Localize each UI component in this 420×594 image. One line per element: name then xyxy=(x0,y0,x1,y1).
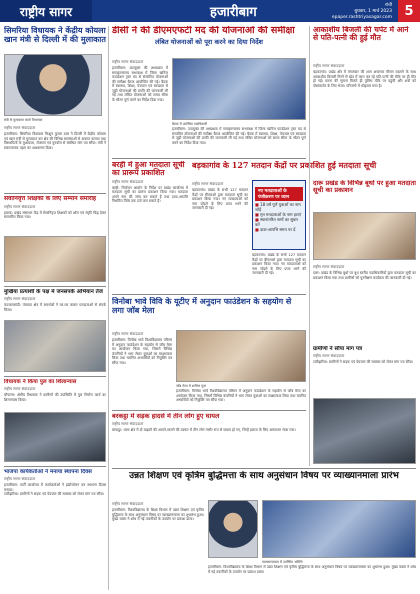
byline: राष्ट्रीय सागर संवाददाता xyxy=(112,501,144,506)
story-s6[interactable] xyxy=(112,297,306,327)
photo-caption: जॉब मेला में शामिल युवा xyxy=(176,384,206,388)
divider xyxy=(4,466,106,467)
body-text: बरही: निर्वाचन आयोग के निर्देश पर प्रखंड कार्यालय में मतदाता सूची का प्रारूप प्रकाशन किया गया। मतदाता अपने नाम की जांच कर सकते हैं तथा दावा-आपत्ति निर्धारित तिथि तक दर्ज करा सकते हैं। xyxy=(112,185,188,204)
body-text: हजारीबाग: उपायुक्त की अध्यक्षता में समाहरणालय सभाकक्ष में जिला खनिज फाउंडेशन ट्रस्ट मद से संचालित योजनाओं की समीक्षा बैठक आयोजित की गई। बैठक में स्वास्थ्य, शिक्षा, पेयजल एवं स्वच्छता से जुड़ी योजनाओं की प्रगति की जानकारी ली गई तथा लंबित योजनाओं को समय सीमा के भीतर पूर्ण करने का निर्देश दिया गया। xyxy=(172,127,306,145)
story-s14[interactable] xyxy=(313,346,416,396)
byline: राष्ट्रीय सागर संवाददाता xyxy=(4,296,36,302)
byline: राष्ट्रीय सागर संवाददाता xyxy=(313,63,345,68)
story-s12-body xyxy=(112,500,204,590)
story-right-top[interactable] xyxy=(313,26,416,60)
divider xyxy=(4,193,106,194)
lead-body-col2 xyxy=(172,127,306,155)
headline[interactable]: बरही में हुआ मतदाता सूची का प्रारूप प्रकाशित xyxy=(112,161,185,178)
story-right-top-body xyxy=(313,62,416,158)
headline[interactable]: ग्रामीणों ने सौंपा मांग पत्र xyxy=(313,346,363,352)
body-text: हजारीबाग: विश्वविद्यालय के शिक्षा विभाग में उन्नत शिक्षण एवं कृत्रिम बुद्धिमत्ता के साथ अनुसंधान विषय पर व्याख्यानमाला का शुभारंभ हुआ। मुख्य वक्ता ने शोध में नई तकनीकों के उपयोग पर प्रकाश डाला। xyxy=(208,565,416,574)
issue-date: बुधवार, 1 मार्च 2023 xyxy=(354,9,392,14)
headline[interactable]: सेवानिवृत्त शिक्षकों के लिए सम्मान समारोह xyxy=(4,196,97,202)
divider xyxy=(4,376,106,377)
brand-logo: राष्ट्रीय सागर xyxy=(0,0,92,22)
headline[interactable]: भाजपा कार्यकर्ताओं ने मनाया स्थापना दिवस xyxy=(4,469,92,475)
byline: राष्ट्रीय सागर संवाददाता xyxy=(192,181,224,186)
body-text: हजारीबाग: विश्वविद्यालय के शिक्षा विभाग में उन्नत शिक्षण एवं कृत्रिम बुद्धिमत्ता के साथ अनुसंधान विषय पर व्याख्यानमाला का शुभारंभ हुआ। मुख्य वक्ता ने शोध में नई तकनीकों के उपयोग पर प्रकाश डाला। xyxy=(112,508,204,521)
byline: राष्ट्रीय सागर संवाददाता xyxy=(4,476,36,482)
headline[interactable]: उन्नत शिक्षण एवं कृत्रिम बुद्धिमत्ता के साथ अनुसंधान विषय पर व्याख्यानमाला प्रारंभ xyxy=(129,471,399,481)
byline: राष्ट्रीय सागर संवाददाता xyxy=(4,125,36,130)
bullet-icon: ■ xyxy=(255,217,261,222)
photo-dmft-meeting xyxy=(172,58,306,120)
body-text: हजारीबाग: विनोबा भावे विश्वविद्यालय परिसर में अनुदान फाउंडेशन के सहयोग से जॉब मेला का आयोजन किया गया, जिसमें विभिन्न कंपनियों ने भाग लेकर युवाओं का साक्षात्कार लिया तथा चयनित अभ्यर्थियों को नियुक्ति पत्र सौंपा गया। xyxy=(112,338,172,365)
headline[interactable]: सिमरिया विधायक ने केंद्रीय कोयला खान मंत्री से दिल्ली में की मुलाकात xyxy=(4,26,106,44)
story-s7-body xyxy=(313,263,416,343)
info-item-text: 18 वर्ष पूर्ण युवाओं का नाम जोड़ें xyxy=(255,202,301,212)
byline: राष्ट्रीय सागर संवाददाता xyxy=(112,59,144,64)
byline: राष्ट्रीय सागर संवाददाता xyxy=(112,421,144,427)
story-s13[interactable] xyxy=(4,469,106,591)
info-item-text: स्थानांतरित नामों का सुधार करें xyxy=(255,217,299,227)
info-box-title: नए मतदाताओं के पंजीकरण पर ध्यान xyxy=(255,187,303,201)
headline[interactable]: बड़कागांव के 127 मतदान केंद्रों पर प्रकाशित हुई मतदाता सूची xyxy=(192,161,377,170)
body-text: टाटीझरिया: ग्रामीणों ने सड़क एवं पेयजल की समस्या को लेकर मांग पत्र सौंपा। xyxy=(313,360,414,365)
story-s6-body xyxy=(112,330,172,406)
story-s7[interactable] xyxy=(313,180,416,210)
byline: राष्ट्रीय सागर संवाददाता xyxy=(112,331,144,336)
photo-campaign xyxy=(4,320,106,372)
story-s6-body-2 xyxy=(176,389,306,407)
body-text: हजारीबाग: सिमरिया विधायक किशुन कुमार दास ने दिल्ली में केंद्रीय कोयला एवं खान मंत्री से मुलाकात कर क्षेत्र की विभिन्न समस्याओं से अवगत कराया तथा विस्थापितों के मुआवजा, रोजगार एवं पुनर्वास से संबंधित मांग पत्र सौंपा। मंत्री ने सकारात्मक पहल का आश्वासन दिया। xyxy=(4,132,106,150)
story-s5-body xyxy=(192,180,248,270)
headline[interactable]: बरकट्ठा में सड़क हादसे में तीन लोग हुए घायल xyxy=(112,413,220,420)
photo-foundation xyxy=(4,412,106,462)
divider xyxy=(4,286,106,287)
story-s12[interactable] xyxy=(112,471,416,497)
body-text: बड़कागांव: प्रखंड क्षेत्र में मंगलवार की शाम अचानक मौसम बदलने के साथ आकाशीय बिजली गिरने से खेत में काम कर रहे पति-पत्नी की मौके पर ही मौत हो गई। घटना की सूचना मिलते ही पुलिस मौके पर पहुंची और शवों को पोस्टमार्टम के लिए भेजा। परिजनों में कोहराम मचा है। xyxy=(313,70,416,88)
body-text: हजारीबाग: पार्टी कार्यालय में कार्यकर्ताओं ने झंडोत्तोलन कर स्थापना दिवस मनाया। xyxy=(4,483,106,492)
story-s4[interactable] xyxy=(112,161,188,291)
body-text: हजारीबाग: विनोबा भावे विश्वविद्यालय परिसर में अनुदान फाउंडेशन के सहयोग से जॉब मेला का आयोजन किया गया, जिसमें विभिन्न कंपनियों ने भाग लेकर युवाओं का साक्षात्कार लिया तथा चयनित अभ्यर्थियों को नियुक्ति पत्र सौंपा गया। xyxy=(176,389,306,402)
photo-booth-publication xyxy=(313,212,416,260)
byline: राष्ट्रीय सागर संवाददाता xyxy=(4,386,36,392)
body-text: कटकमसांडी: पंचायत क्षेत्र में समर्थकों ने घर-घर जाकर मतदाताओं से संपर्क किया। xyxy=(4,303,106,312)
issue-city: रांची xyxy=(384,3,392,8)
column-rule xyxy=(108,26,109,590)
bullet-icon: ■ xyxy=(255,202,261,207)
divider xyxy=(112,410,306,411)
headline[interactable]: आकाशीय बिजली की चपेट में आने से पति-पत्नी की हुई मौत xyxy=(313,26,409,43)
info-item xyxy=(255,217,303,227)
page-number: 5 xyxy=(398,0,420,22)
body-text: बड़कागांव: प्रखंड के सभी 127 मतदान केंद्रों पर बीएलओ द्वारा मतदाता सूची का प्रकाशन किया गया। नए मतदाताओं को नाम जोड़ने के लिए प्रपत्र भरने की जानकारी दी गई। xyxy=(252,253,306,275)
photo-speaker xyxy=(208,500,258,558)
photo-felicitation xyxy=(4,236,106,282)
lead-subhead: लंबित योजनाओं को पूरा करने का दिया निर्देश xyxy=(155,37,263,46)
headline[interactable]: मुखिया प्रत्याशी के पक्ष में जनसंपर्क अभियान तेज xyxy=(4,289,103,295)
info-item-text: मृत मतदाताओं के नाम हटाएं xyxy=(260,212,302,217)
info-item-text: दावा-आपत्ति समय पर दें xyxy=(260,227,296,232)
bullet-icon: ■ xyxy=(255,212,261,217)
byline: राष्ट्रीय सागर संवाददाता xyxy=(4,203,36,209)
story-s8[interactable] xyxy=(112,413,306,465)
info-item xyxy=(255,227,303,232)
byline: राष्ट्रीय सागर संवाददाता xyxy=(112,178,144,184)
headline[interactable]: विनोबा भावे विवि के यूटीए में अनुदान फाउंडेशन के सहयोग से लगा जॉब मेला xyxy=(112,297,292,315)
body-text: हजारीबाग: उपायुक्त की अध्यक्षता में समाहरणालय सभाकक्ष में जिला खनिज फाउंडेशन ट्रस्ट मद से संचालित योजनाओं की समीक्षा बैठक आयोजित की गई। बैठक में स्वास्थ्य, शिक्षा, पेयजल एवं स्वच्छता से जुड़ी योजनाओं की प्रगति की जानकारी ली गई तथा लंबित योजनाओं को समय सीमा के भीतर पूर्ण करने का निर्देश दिया गया। xyxy=(112,66,168,102)
divider xyxy=(112,158,306,159)
headline[interactable]: विधायक ने किया पुल का शिलान्यास xyxy=(4,379,77,385)
photo-minister-meeting xyxy=(4,54,102,116)
photo-caption: व्याख्यानमाला में उपस्थित अतिथि xyxy=(262,560,303,564)
byline: राष्ट्रीय सागर संवाददाता xyxy=(313,264,345,269)
page-section-title: हजारीबाग xyxy=(210,5,257,20)
issue-url: epaper.rashtriyasagar.com xyxy=(331,15,392,20)
headline[interactable]: दारू प्रखंड के विभिन्न बूथों पर हुआ मतदाता सूची का प्रकाशन xyxy=(313,180,416,195)
lead-body-col1 xyxy=(112,58,168,154)
story-lead[interactable] xyxy=(112,26,306,56)
column-rule xyxy=(309,26,310,466)
bullet-icon: ■ xyxy=(255,227,261,232)
masthead xyxy=(0,0,420,22)
info-item xyxy=(255,202,303,212)
body-text: इचाक: प्रखंड संसाधन केंद्र में सेवानिवृत्त शिक्षकों को शॉल एवं स्मृति चिह्न देकर सम्मानित किया गया। xyxy=(4,210,106,220)
body-text: दारू: प्रखंड के विभिन्न बूथों पर बूथ स्तरीय पदाधिकारियों द्वारा मतदाता सूची का प्रकाशन किया गया तथा ग्रामीणों को पुनरीक्षण कार्यक्रम की जानकारी दी गई। xyxy=(313,271,416,280)
info-box xyxy=(252,180,306,250)
divider xyxy=(112,468,416,469)
body-text: चौपारण: क्षेत्रीय विधायक ने ग्रामीणों की उपस्थिति में पुल निर्माण कार्य का शिलान्यास किया। xyxy=(4,393,106,402)
photo-villagers xyxy=(313,398,416,464)
photo-job-fair xyxy=(176,330,306,382)
body-text: टाटीझरिया: ग्रामीणों ने सड़क एवं पेयजल की समस्या को लेकर मांग पत्र सौंपा। xyxy=(4,492,105,497)
story-s1-body xyxy=(4,124,106,190)
story-s12-body-2 xyxy=(208,565,416,591)
lead-headline[interactable]: डीसी ने की डीएमएफटी मद की योजनाओं की समीक्षा xyxy=(112,26,295,36)
divider xyxy=(112,294,306,295)
body-text: बड़कागांव: प्रखंड के सभी 127 मतदान केंद्रों पर बीएलओ द्वारा मतदाता सूची का प्रकाशन किया गया। नए मतदाताओं को नाम जोड़ने के लिए प्रपत्र भरने की जानकारी दी गई। xyxy=(192,188,248,210)
photo-lecture-hall xyxy=(262,500,416,558)
byline: राष्ट्रीय सागर संवाददाता xyxy=(313,353,345,359)
story-s5-more xyxy=(252,253,306,291)
photo-caption: मंत्री से मुलाकात करते विधायक xyxy=(4,118,43,122)
issue-meta xyxy=(332,3,392,21)
story-s5[interactable] xyxy=(192,161,416,177)
photo-caption: बैठक में उपस्थित पदाधिकारी xyxy=(172,122,208,126)
body-text: बरकट्ठा: थाना क्षेत्र में दो बाइकों की आमने-सामने की टक्कर में तीन लोग गंभीर रूप से घायल हो गए, जिन्हें इलाज के लिए अस्पताल भेजा गया। xyxy=(112,428,296,433)
